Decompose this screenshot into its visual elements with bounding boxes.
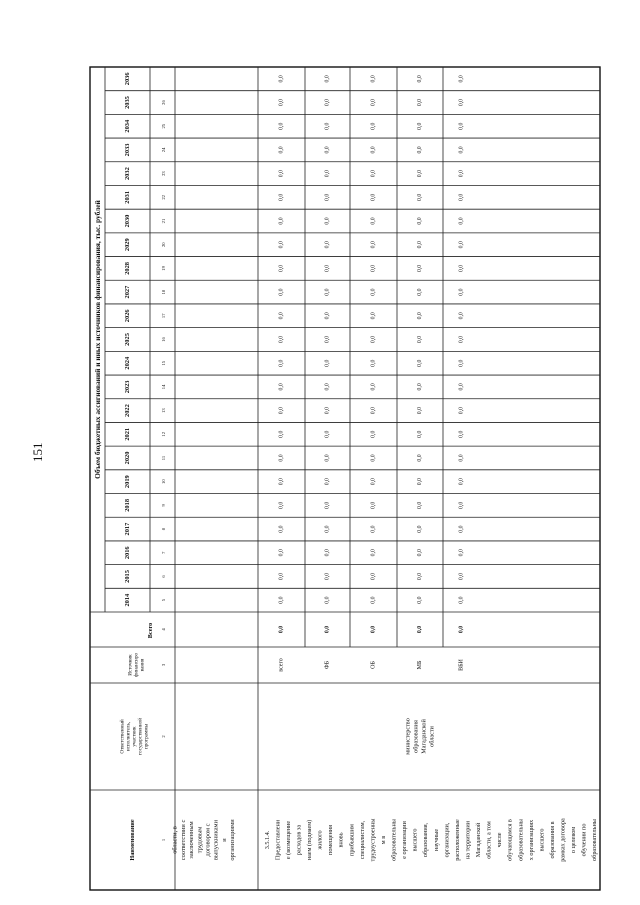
value-cell: 0,0	[458, 170, 465, 178]
column-number: 14	[161, 384, 166, 390]
row-name: расходов за	[295, 824, 303, 856]
col-executor-header: государственной	[137, 718, 144, 755]
row-name: помещения	[327, 825, 335, 855]
col-executor-header: Ответственный	[119, 719, 126, 754]
value-cell: 0,0	[417, 193, 423, 201]
year-header: 2014	[124, 593, 131, 607]
page-number: 151	[30, 442, 45, 462]
value-cell: 0,0	[324, 288, 331, 296]
value-cell: 0,0	[458, 478, 465, 486]
row-name: е организации	[401, 821, 409, 859]
value-cell: 0,0	[324, 430, 331, 438]
row-name: образования в	[548, 821, 556, 859]
value-cell: 0,0	[458, 454, 465, 462]
executor-cell: министерство	[404, 718, 412, 755]
row-name: области, в	[171, 826, 179, 854]
year-header: 2029	[124, 238, 131, 252]
value-cell: 0,0	[417, 525, 423, 533]
value-cell: 0,0	[458, 525, 465, 533]
value-cell: 0,0	[417, 383, 423, 391]
value-cell: 0,0	[458, 264, 465, 273]
value-cell: 0,0	[278, 430, 285, 438]
value-cell: 0,0	[324, 501, 331, 509]
value-cell: 0,0	[370, 383, 377, 391]
value-cell: 0,0	[278, 478, 285, 486]
value-cell: 0,0	[324, 193, 331, 201]
year-header: 2022	[124, 404, 131, 417]
value-cell: 0,0	[458, 430, 465, 438]
value-cell: 0,0	[458, 288, 465, 296]
executor-cell: области	[428, 726, 436, 747]
column-number: 22	[161, 195, 166, 200]
row-name: обучении по	[580, 823, 588, 857]
value-cell: 0,0	[324, 264, 331, 273]
year-header: 2023	[124, 380, 131, 394]
row-name: высшего	[538, 828, 546, 852]
value-cell: 0,0	[370, 264, 377, 273]
value-cell: 0,0	[370, 406, 377, 415]
value-cell: 0,0	[324, 454, 331, 462]
value-cell: 0,0	[417, 312, 423, 320]
year-header: 2032	[124, 167, 131, 181]
source-cell: ОБ	[370, 661, 377, 669]
column-number: 7	[161, 551, 166, 554]
value-cell: 0,0	[458, 75, 465, 83]
value-cell: 0,0	[278, 312, 285, 320]
value-cell: 0,0	[417, 170, 423, 178]
column-number: 6	[161, 575, 166, 578]
total-cell: 0,0	[417, 625, 423, 634]
year-header: 2017	[124, 522, 131, 536]
value-cell: 0,0	[370, 193, 377, 201]
row-name: расположенные	[453, 819, 461, 861]
column-number: 21	[161, 218, 166, 224]
value-cell: 0,0	[370, 288, 377, 296]
value-cell: 0,0	[278, 501, 285, 509]
total-cell: 0,0	[458, 625, 465, 634]
row-name: организациями	[229, 819, 237, 861]
col-executor-header: программы	[143, 723, 150, 750]
value-cell: 0,0	[370, 217, 377, 225]
value-cell: 0,0	[417, 241, 423, 249]
value-cell: 0,0	[417, 335, 423, 344]
year-header: 2018	[124, 498, 131, 512]
value-cell: 0,0	[370, 430, 377, 438]
value-cell: 0,0	[324, 549, 331, 557]
value-cell: 0,0	[370, 572, 377, 581]
row-name: вновь	[337, 832, 345, 848]
row-name: и	[220, 838, 228, 842]
value-cell: 0,0	[324, 217, 331, 225]
row-name: трудоустроенны	[369, 818, 377, 862]
row-name: е (возмещение	[284, 820, 292, 860]
value-cell: 0,0	[417, 288, 423, 296]
year-header: 2016	[124, 546, 131, 560]
row-name: соответствии с	[179, 819, 187, 861]
value-cell: 0,0	[324, 241, 331, 249]
value-cell: 0,0	[417, 122, 423, 130]
row-name: наем (поднаем)	[306, 819, 314, 861]
row-name: обучающимся в	[506, 819, 514, 861]
year-header: 2021	[124, 427, 131, 441]
year-header: 2027	[124, 285, 131, 299]
row-name: рамках договора	[559, 818, 567, 862]
year-header: 2033	[124, 143, 131, 157]
value-cell: 0,0	[324, 406, 331, 415]
value-cell: 0,0	[278, 359, 285, 367]
value-cell: 0,0	[458, 549, 465, 557]
value-cell: 0,0	[458, 217, 465, 225]
column-number: 25	[161, 123, 166, 129]
value-cell: 0,0	[417, 549, 423, 557]
value-cell: 0,0	[278, 170, 285, 178]
column-number: 20	[161, 242, 166, 248]
value-cell: 0,0	[370, 359, 377, 367]
value-cell: 0,0	[278, 406, 285, 415]
column-number: 8	[161, 527, 166, 531]
row-name: научные	[432, 828, 440, 852]
col-executor-header: исполнитель,	[125, 721, 132, 752]
value-cell: 0,0	[370, 312, 377, 320]
year-header: 2024	[124, 356, 131, 370]
value-cell: 0,0	[278, 335, 285, 344]
column-number: 15	[161, 360, 166, 366]
row-name: образования,	[422, 822, 430, 858]
row-name: высшего	[411, 828, 419, 852]
value-cell: 0,0	[370, 454, 377, 462]
column-number: 17	[161, 313, 166, 319]
value-cell: 0,0	[458, 572, 465, 581]
column-number: 24	[161, 147, 166, 153]
value-cell: 0,0	[324, 572, 331, 581]
row-name: Предоставлени	[274, 819, 282, 861]
value-cell: 0,0	[278, 288, 285, 296]
value-cell: 0,0	[278, 217, 285, 225]
row-name: Магаданской	[475, 822, 483, 858]
value-cell: 0,0	[458, 406, 465, 415]
value-cell: 0,0	[417, 501, 423, 509]
total-cell: 0,0	[370, 625, 377, 634]
value-cell: 0,0	[458, 98, 465, 107]
column-number: 18	[161, 289, 166, 295]
total-cell: 0,0	[324, 625, 331, 634]
executor-cell: образования	[412, 720, 420, 753]
value-cell: 0,0	[417, 454, 423, 462]
value-cell: 0,0	[370, 146, 377, 154]
value-cell: 0,0	[278, 264, 285, 273]
year-header: 2036	[124, 72, 131, 86]
value-cell: 0,0	[370, 170, 377, 178]
row-name: о целевом	[570, 826, 578, 854]
value-cell: 0,0	[417, 217, 423, 225]
row-name: м в	[379, 835, 387, 845]
col-source-header: вания	[139, 658, 146, 672]
column-number: 13	[161, 408, 166, 413]
value-cell: 0,0	[278, 525, 285, 533]
column-number: 11	[161, 455, 166, 461]
value-cell: 0,0	[324, 312, 331, 320]
value-cell: 0,0	[458, 146, 465, 154]
row-name: организации,	[443, 822, 451, 858]
value-cell: 0,0	[278, 549, 285, 557]
year-header: 2030	[124, 214, 131, 228]
column-number: 19	[161, 266, 166, 271]
group-title: Объем бюджетных ассигнований и иных источников финансирования, тыс. рублей	[93, 200, 102, 479]
value-cell: 0,0	[417, 146, 423, 154]
value-cell: 0,0	[324, 146, 331, 154]
col-executor-header: участник	[131, 726, 138, 747]
year-header: 2019	[124, 475, 131, 489]
col-source-header: финансиро	[133, 652, 140, 678]
value-cell: 0,0	[417, 430, 423, 438]
value-cell: 0,0	[458, 501, 465, 509]
column-number: 12	[161, 431, 166, 437]
year-header: 2020	[124, 451, 131, 465]
value-cell: 0,0	[278, 98, 285, 107]
row-name: образовательны	[390, 819, 398, 861]
col-total-header: Всего	[147, 622, 154, 639]
row-name: прибывшим	[348, 824, 356, 856]
value-cell: 0,0	[417, 264, 423, 273]
value-cell: 0,0	[370, 501, 377, 509]
value-cell: 0,0	[370, 241, 377, 249]
value-cell: 0,0	[417, 572, 423, 581]
column-number: 9	[161, 504, 166, 507]
total-cell: 0,0	[278, 625, 285, 634]
value-cell: 0,0	[370, 98, 377, 107]
value-cell: 0,0	[278, 454, 285, 462]
row-name: заключенным	[188, 821, 196, 859]
value-cell: 0,0	[370, 335, 377, 344]
value-cell: 0,0	[370, 478, 377, 486]
value-cell: 0,0	[458, 193, 465, 201]
column-number: 16	[161, 337, 166, 342]
value-cell: 0,0	[417, 596, 423, 604]
value-cell: 0,0	[278, 572, 285, 581]
row-name: х организациях	[527, 819, 535, 861]
year-header: 2031	[124, 190, 131, 204]
value-cell: 0,0	[417, 98, 423, 107]
value-cell: 0,0	[458, 122, 465, 130]
source-cell: ФБ	[324, 660, 331, 670]
source-cell: всего	[278, 658, 285, 672]
source-cell: МБ	[417, 660, 423, 670]
value-cell: 0,0	[458, 383, 465, 391]
value-cell: 0,0	[324, 98, 331, 107]
value-cell: 0,0	[278, 122, 285, 130]
column-number: 23	[161, 171, 166, 176]
value-cell: 0,0	[324, 478, 331, 486]
value-cell: 0,0	[324, 75, 331, 83]
value-cell: 0,0	[370, 122, 377, 130]
value-cell: 0,0	[278, 383, 285, 391]
table-text	[93, 72, 598, 862]
column-number: 26	[161, 100, 166, 105]
row-name: на территории	[464, 821, 472, 859]
value-cell: 0,0	[278, 596, 285, 604]
column-number: 10	[161, 479, 166, 484]
row-name: специалистам,	[358, 820, 366, 860]
value-cell: 0,0	[324, 335, 331, 344]
table-grid	[90, 67, 600, 890]
year-header: 2025	[124, 333, 131, 346]
value-cell: 0,0	[458, 359, 465, 367]
row-name: выпускниками	[212, 819, 220, 861]
value-cell: 0,0	[278, 241, 285, 249]
value-cell: 0,0	[370, 549, 377, 557]
column-number: 2	[161, 735, 166, 738]
value-cell: 0,0	[324, 170, 331, 178]
value-cell: 0,0	[324, 596, 331, 604]
year-header: 2034	[124, 119, 131, 133]
row-name: 3.5.1.4.	[263, 830, 271, 850]
row-name: образовательны	[591, 819, 599, 861]
row-name: жилого	[316, 830, 324, 850]
year-header: 2035	[124, 96, 131, 109]
value-cell: 0,0	[278, 146, 285, 154]
value-cell: 0,0	[370, 75, 377, 83]
value-cell: 0,0	[417, 478, 423, 486]
year-header: 2026	[124, 309, 131, 323]
table-frame	[90, 67, 600, 890]
source-cell: ВБИ	[458, 659, 465, 671]
value-cell: 0,0	[370, 525, 377, 533]
row-name: трудовым	[196, 826, 204, 854]
value-cell: 0,0	[458, 596, 465, 604]
value-cell: 0,0	[324, 525, 331, 533]
value-cell: 0,0	[278, 193, 285, 201]
row-name: числе	[496, 832, 504, 848]
value-cell: 0,0	[324, 383, 331, 391]
row-name: области, а том	[485, 821, 493, 859]
column-number: 5	[161, 599, 166, 602]
year-header: 2028	[124, 262, 131, 275]
year-header: 2015	[124, 570, 131, 583]
value-cell: 0,0	[324, 359, 331, 367]
value-cell: 0,0	[458, 312, 465, 320]
col-name-header: Наименование	[129, 819, 136, 861]
column-number: 4	[161, 628, 166, 631]
column-number: 1	[161, 838, 166, 842]
value-cell: 0,0	[417, 75, 423, 83]
executor-cell: Магаданской	[420, 719, 428, 754]
value-cell: 0,0	[417, 359, 423, 367]
col-source-header: Источник	[127, 654, 134, 676]
value-cell: 0,0	[458, 335, 465, 344]
row-name: договором с	[204, 823, 212, 857]
column-number: 3	[161, 663, 166, 667]
row-name: образовательны	[517, 819, 525, 861]
value-cell: 0,0	[417, 406, 423, 415]
value-cell: 0,0	[278, 75, 285, 83]
value-cell: 0,0	[324, 122, 331, 130]
value-cell: 0,0	[458, 241, 465, 249]
value-cell: 0,0	[370, 596, 377, 604]
